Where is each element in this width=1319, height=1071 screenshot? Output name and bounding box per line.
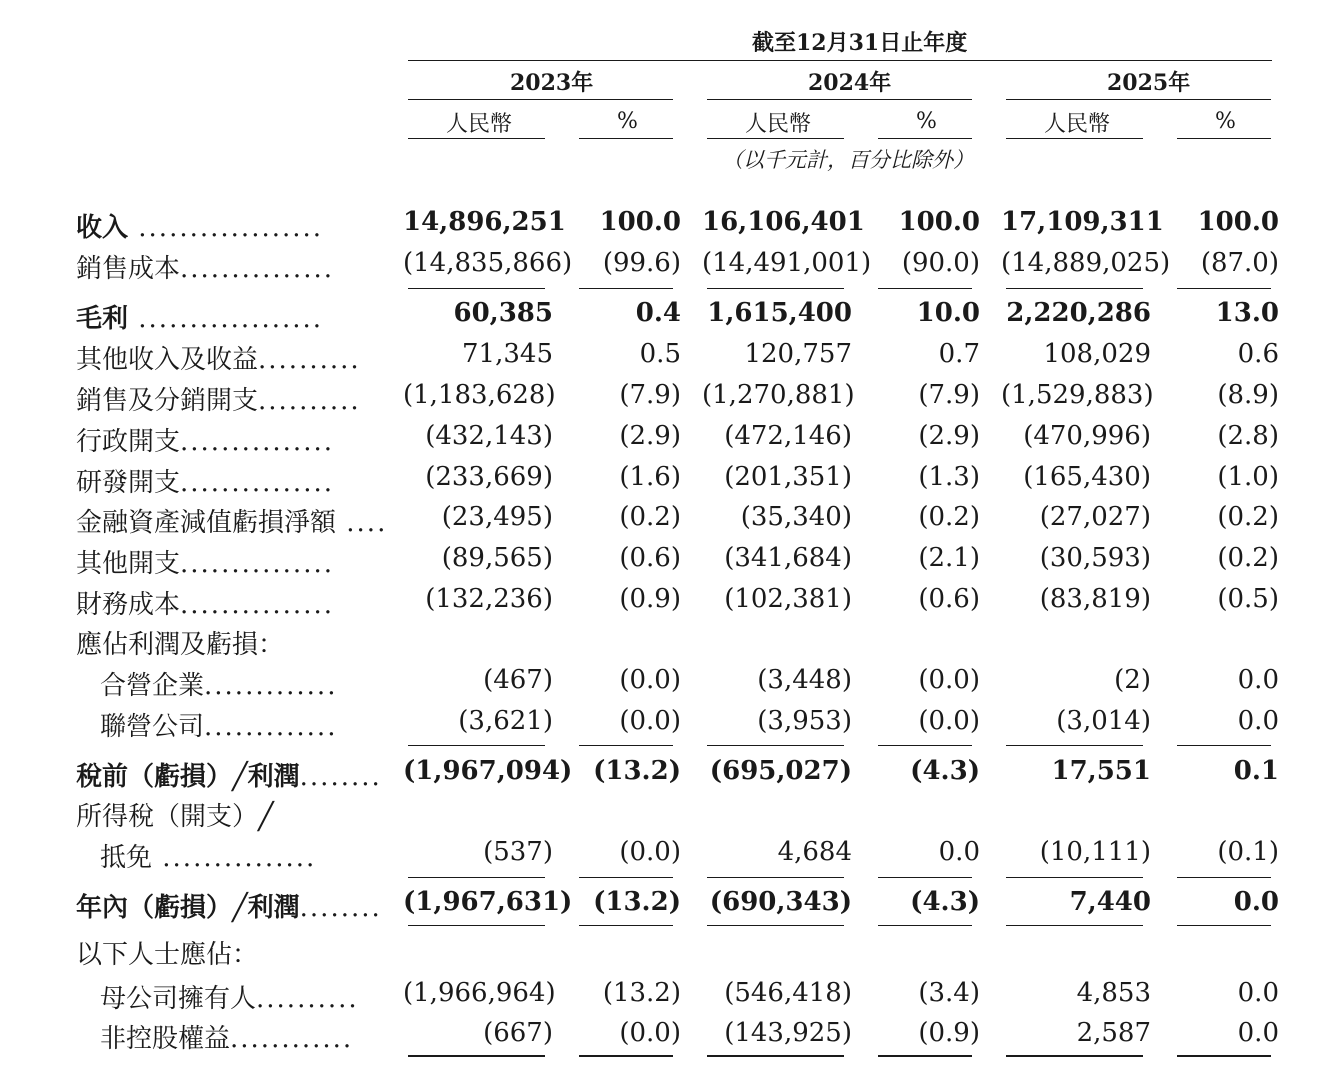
amount-cell: (27,027) [1039, 502, 1151, 532]
table-rule [408, 745, 545, 746]
amount-cell: (470,996) [1023, 421, 1151, 451]
table-rule [878, 288, 972, 289]
row-label-text: 行政開支 [76, 427, 181, 457]
table-rule [1006, 288, 1143, 289]
percent-cell: (2.1) [918, 543, 980, 573]
amount-cell: (472,146) [724, 421, 852, 451]
row-label [76, 624, 284, 661]
amount-cell: (14,491,001) [702, 248, 872, 278]
row-label [76, 380, 361, 417]
row-label-text: 所得稅（開支）╱ [76, 802, 274, 832]
leader-dots: .......... [256, 984, 359, 1014]
col-rule-rmb-2024 [707, 138, 844, 139]
row-label [76, 756, 382, 793]
amount-cell: (467) [483, 665, 553, 695]
row-label [100, 978, 359, 1015]
col-rmb-2024: 人民幣 [745, 112, 812, 137]
leader-dots: ............... [180, 427, 334, 457]
leader-dots: ........ [299, 893, 382, 923]
percent-cell: (87.0) [1200, 248, 1279, 278]
table-rule [579, 745, 673, 746]
row-label [76, 934, 258, 971]
amount-cell: (83,819) [1039, 584, 1151, 614]
percent-cell: (7.9) [619, 380, 681, 410]
table-rule [707, 925, 844, 926]
table-rule [1006, 877, 1143, 878]
row-label-text: 毛利 [76, 304, 129, 334]
table-rule [707, 288, 844, 289]
percent-cell: (0.0) [918, 706, 980, 736]
amount-cell: 2,220,286 [1006, 298, 1151, 328]
percent-cell: 10.0 [916, 298, 980, 328]
table-rule [707, 745, 844, 746]
row-label [76, 248, 334, 285]
table-rule [408, 288, 545, 289]
col-rule-pct-2023 [579, 138, 673, 139]
amount-cell: (3,014) [1056, 706, 1151, 736]
table-rule [579, 877, 673, 878]
amount-cell: (30,593) [1039, 543, 1151, 573]
amount-cell: (10,111) [1039, 837, 1151, 867]
row-label-text: 其他開支 [76, 549, 181, 579]
row-label-text: 抵免 [100, 843, 153, 873]
amount-cell: (1,967,631) [403, 887, 573, 917]
percent-cell: 100.0 [599, 207, 681, 237]
percent-cell: (0.9) [619, 584, 681, 614]
amount-cell: (695,027) [709, 756, 852, 786]
percent-cell: 0.0 [1237, 665, 1279, 695]
col-rmb-2023: 人民幣 [446, 112, 513, 137]
percent-cell: (0.6) [918, 584, 980, 614]
percent-cell: (0.0) [918, 665, 980, 695]
col-pct-2025: % [1215, 109, 1236, 134]
table-rule [1177, 925, 1271, 926]
row-label-text: 聯營公司 [100, 712, 205, 742]
table-rule [408, 925, 545, 926]
leader-dots: ............... [180, 254, 334, 284]
leader-dots: .................. [128, 213, 324, 243]
amount-cell: (341,684) [724, 543, 852, 573]
table-rule [1177, 877, 1271, 878]
row-label [76, 207, 323, 244]
table-rule [1177, 1055, 1271, 1057]
percent-cell: (0.6) [619, 543, 681, 573]
row-label-text: 財務成本 [76, 590, 181, 620]
table-rule [1177, 745, 1271, 746]
percent-cell: 0.7 [938, 339, 980, 369]
amount-cell: (537) [483, 837, 553, 867]
col-rule-rmb-2023 [408, 138, 545, 139]
percent-cell: 0.0 [1237, 1018, 1279, 1048]
table-rule [878, 925, 972, 926]
row-label [100, 1018, 353, 1055]
table-rule [707, 1055, 844, 1057]
amount-cell: 2,587 [1076, 1018, 1151, 1048]
row-label [76, 298, 323, 335]
row-label [76, 462, 334, 499]
table-rule [1006, 925, 1143, 926]
amount-cell: (102,381) [724, 584, 852, 614]
table-rule [1006, 1055, 1143, 1057]
percent-cell: 0.0 [1233, 887, 1279, 917]
percent-cell: (0.0) [619, 837, 681, 867]
amount-cell: 17,109,311 [1001, 207, 1164, 237]
row-label-text: 銷售及分銷開支 [76, 386, 259, 416]
row-label [76, 421, 334, 458]
leader-dots: ............... [152, 843, 317, 873]
amount-cell: (201,351) [724, 462, 852, 492]
percent-cell: 0.0 [938, 837, 980, 867]
amount-cell: (23,495) [441, 502, 553, 532]
leader-dots: .... [336, 508, 388, 538]
row-label [76, 502, 387, 539]
row-label [100, 665, 337, 702]
amount-cell: (143,925) [724, 1018, 852, 1048]
row-label-text: 合營企業 [100, 671, 205, 701]
amount-cell: (165,430) [1023, 462, 1151, 492]
percent-cell: (0.5) [1217, 584, 1279, 614]
percent-cell: (0.1) [1217, 837, 1279, 867]
percent-cell: (0.9) [918, 1018, 980, 1048]
row-label-text: 應佔利潤及虧損： [76, 630, 285, 660]
percent-cell: (3.4) [918, 978, 980, 1008]
period-title: 截至12月31日止年度 [752, 30, 968, 56]
amount-cell: (1,966,964) [403, 978, 556, 1008]
amount-cell: (546,418) [724, 978, 852, 1008]
percent-cell: (0.2) [619, 502, 681, 532]
percent-cell: 0.0 [1237, 706, 1279, 736]
percent-cell: (13.2) [602, 978, 681, 1008]
percent-cell: (2.9) [918, 421, 980, 451]
leader-dots: .......... [258, 345, 361, 375]
amount-cell: 4,684 [777, 837, 852, 867]
amount-cell: 120,757 [744, 339, 852, 369]
percent-cell: (0.0) [619, 665, 681, 695]
table-rule [408, 1055, 545, 1057]
col-rule-pct-2024 [878, 138, 972, 139]
col-pct-2023: % [617, 109, 638, 134]
amount-cell: (1,529,883) [1001, 380, 1154, 410]
amount-cell: (14,835,866) [403, 248, 573, 278]
leader-dots: .................. [128, 304, 324, 334]
amount-cell: 71,345 [462, 339, 553, 369]
leader-dots: ............ [230, 1024, 354, 1054]
row-label [76, 796, 274, 833]
row-label-text: 其他收入及收益 [76, 345, 259, 375]
table-rule [579, 1055, 673, 1057]
table-rule [1177, 288, 1271, 289]
amount-cell: (667) [483, 1018, 553, 1048]
percent-cell: (8.9) [1217, 380, 1279, 410]
row-label-text: 研發開支 [76, 468, 181, 498]
amount-cell: (432,143) [425, 421, 553, 451]
leader-dots: .......... [258, 386, 361, 416]
col-pct-2024: % [916, 109, 937, 134]
amount-cell: 108,029 [1043, 339, 1151, 369]
row-label-text: 非控股權益 [100, 1024, 231, 1054]
percent-cell: (2.9) [619, 421, 681, 451]
amount-cell: (89,565) [441, 543, 553, 573]
percent-cell: 0.6 [1237, 339, 1279, 369]
percent-cell: (13.2) [593, 756, 681, 786]
year-rule-2025 [1006, 99, 1271, 100]
amount-cell: (3,621) [458, 706, 553, 736]
percent-cell: 0.0 [1237, 978, 1279, 1008]
amount-cell: (14,889,025) [1001, 248, 1171, 278]
row-label [76, 887, 382, 924]
amount-cell: (233,669) [425, 462, 553, 492]
header-rule [408, 60, 1272, 61]
table-rule [579, 288, 673, 289]
row-label-text: 收入 [76, 213, 129, 243]
col-rule-rmb-2025 [1006, 138, 1143, 139]
year-2023: 2023年 [510, 70, 594, 96]
leader-dots: ........ [299, 762, 382, 792]
percent-cell: (7.9) [918, 380, 980, 410]
amount-cell: 17,551 [1051, 756, 1151, 786]
percent-cell: (0.2) [1217, 543, 1279, 573]
percent-cell: (1.3) [918, 462, 980, 492]
table-rule [707, 877, 844, 878]
percent-cell: (99.6) [602, 248, 681, 278]
row-label [100, 706, 337, 743]
row-label-text: 以下人士應佔： [76, 940, 259, 970]
leader-dots: ............... [180, 549, 334, 579]
amount-cell: (132,236) [425, 584, 553, 614]
percent-cell: (13.2) [593, 887, 681, 917]
amount-cell: 16,106,401 [702, 207, 865, 237]
table-rule [878, 745, 972, 746]
amount-cell: 14,896,251 [403, 207, 566, 237]
amount-cell: (1,967,094) [403, 756, 573, 786]
year-rule-2023 [408, 99, 673, 100]
row-label-text: 母公司擁有人 [100, 984, 257, 1014]
unit-note: （以千元計，百分比除外） [722, 148, 974, 172]
amount-cell: 1,615,400 [707, 298, 852, 328]
percent-cell: 100.0 [898, 207, 980, 237]
percent-cell: (0.2) [918, 502, 980, 532]
percent-cell: (0.0) [619, 1018, 681, 1048]
leader-dots: ............... [180, 590, 334, 620]
col-rmb-2025: 人民幣 [1044, 112, 1111, 137]
percent-cell: 13.0 [1215, 298, 1279, 328]
leader-dots: ............... [180, 468, 334, 498]
amount-cell: (3,953) [757, 706, 852, 736]
row-label-text: 銷售成本 [76, 254, 181, 284]
amount-cell: (3,448) [757, 665, 852, 695]
row-label [100, 837, 316, 874]
percent-cell: (0.2) [1217, 502, 1279, 532]
amount-cell: 4,853 [1076, 978, 1151, 1008]
table-rule [408, 877, 545, 878]
percent-cell: 0.4 [635, 298, 681, 328]
row-label-text: 稅前（虧損）╱利潤 [76, 762, 300, 792]
amount-cell: (2) [1114, 665, 1151, 695]
percent-cell: (4.3) [910, 756, 980, 786]
row-label [76, 339, 361, 376]
leader-dots: ............. [204, 712, 338, 742]
table-rule [878, 1055, 972, 1057]
percent-cell: (1.0) [1217, 462, 1279, 492]
percent-cell: 0.5 [639, 339, 681, 369]
percent-cell: (0.0) [619, 706, 681, 736]
row-label-text: 年內（虧損）╱利潤 [76, 893, 300, 923]
percent-cell: (1.6) [619, 462, 681, 492]
year-2024: 2024年 [808, 70, 892, 96]
year-rule-2024 [707, 99, 972, 100]
year-2025: 2025年 [1107, 70, 1191, 96]
amount-cell: (1,183,628) [403, 380, 556, 410]
row-label [76, 543, 334, 580]
row-label [76, 584, 334, 621]
amount-cell: (35,340) [740, 502, 852, 532]
percent-cell: (2.8) [1217, 421, 1279, 451]
amount-cell: 7,440 [1069, 887, 1151, 917]
percent-cell: (4.3) [910, 887, 980, 917]
table-rule [878, 877, 972, 878]
amount-cell: (1,270,881) [702, 380, 855, 410]
percent-cell: 0.1 [1233, 756, 1279, 786]
percent-cell: 100.0 [1197, 207, 1279, 237]
amount-cell: 60,385 [453, 298, 553, 328]
percent-cell: (90.0) [901, 248, 980, 278]
leader-dots: ............. [204, 671, 338, 701]
row-label-text: 金融資產減值虧損淨額 [76, 508, 337, 538]
amount-cell: (690,343) [709, 887, 852, 917]
table-rule [1006, 745, 1143, 746]
table-rule [579, 925, 673, 926]
col-rule-pct-2025 [1177, 138, 1271, 139]
